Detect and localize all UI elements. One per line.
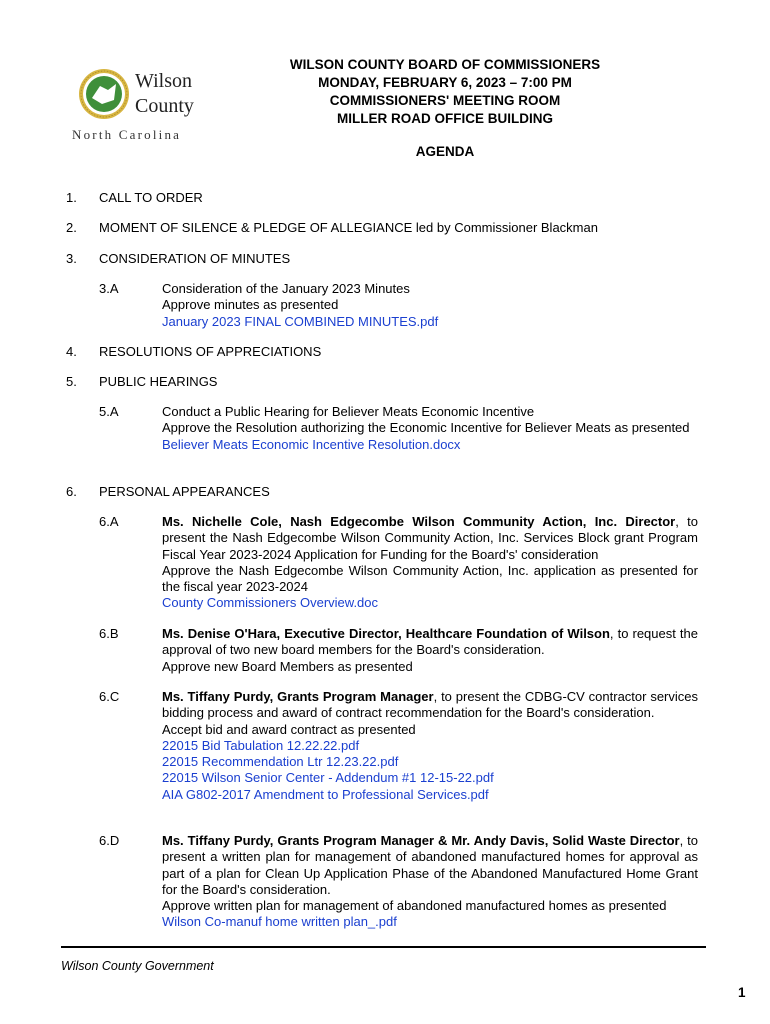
subitem-id: 3.A: [99, 281, 119, 296]
attachment-link[interactable]: Wilson Co-manuf home written plan_.pdf: [162, 914, 397, 930]
presenter-purpose: , to present a written plan for management of abandoned manufactured homes for approval as part of a plan for Clean Up Application Phase of the Abandoned Manufactured Home Grant for the Board's consideration.: [162, 833, 698, 897]
subitem-id: 5.A: [99, 404, 119, 419]
presenter-purpose: , to present the Nash Edgecombe Wilson Community Action, Inc. Services Block grant Program Fiscal Year 2023-2024 Application for Funding for the Board's' consideration: [162, 514, 698, 562]
subitem-5a: [162, 404, 698, 453]
subitem-action: Approve the Nash Edgecombe Wilson Community Action, Inc. application as presented for the fiscal year 2023-2024: [162, 562, 698, 595]
header-line-building: MILLER ROAD OFFICE BUILDING: [337, 111, 553, 126]
attachment-link-bid-tabulation[interactable]: 22015 Bid Tabulation 12.22.22.pdf: [162, 737, 360, 753]
subitem-action: Accept bid and award contract as presented: [162, 721, 416, 737]
presenter-name: Ms. Nichelle Cole, Nash Edgecombe Wilson Community Action, Inc. Director: [162, 514, 676, 529]
subitem-text: Conduct a Public Hearing for Believer Meats Economic Incentive: [162, 404, 535, 419]
item-title-resolutions: RESOLUTIONS OF APPRECIATIONS: [99, 344, 322, 359]
subitem-text: [162, 833, 698, 898]
document-header: [250, 56, 640, 128]
footer-text: Wilson County Government: [61, 959, 214, 973]
subitem-id: 6.D: [99, 833, 120, 848]
subitem-text: [162, 514, 698, 563]
presenter-name: Ms. Denise O'Hara, Executive Director, Healthcare Foundation of Wilson: [162, 626, 610, 641]
attachment-link-recommendation[interactable]: 22015 Recommendation Ltr 12.23.22.pdf: [162, 754, 399, 770]
page-number: 1: [738, 985, 746, 1000]
presenter-name: Ms. Tiffany Purdy, Grants Program Manager: [162, 689, 434, 704]
subitem-text: Consideration of the January 2023 Minutes: [162, 281, 410, 296]
item-number: 4.: [66, 344, 77, 359]
county-seal-icon: [78, 68, 130, 120]
item-number: 3.: [66, 251, 77, 266]
logo-word-wilson: Wilson: [135, 70, 192, 92]
subitem-action: Approve minutes as presented: [162, 297, 339, 313]
header-line-board: WILSON COUNTY BOARD OF COMMISSIONERS: [289, 57, 601, 72]
subitem-id: 6.A: [99, 514, 119, 529]
subitem-text: [162, 626, 698, 659]
subitem-6c: [162, 689, 698, 803]
county-logo: [70, 66, 215, 144]
subitem-id: 6.B: [99, 626, 119, 641]
attachment-link[interactable]: January 2023 FINAL COMBINED MINUTES.pdf: [162, 313, 439, 329]
presenter-name: Ms. Tiffany Purdy, Grants Program Manager & Mr. Andy Davis, Solid Waste Director: [162, 833, 680, 848]
attachment-link[interactable]: County Commissioners Overview.doc: [162, 595, 379, 611]
item-title-public-hearings: PUBLIC HEARINGS: [99, 374, 218, 389]
footer-divider: [61, 946, 706, 948]
presenter-purpose: , to request the approval of two new board members for the Board's consideration.: [162, 626, 698, 658]
subitem-3a: [162, 281, 698, 330]
item-title-pledge: MOMENT OF SILENCE & PLEDGE OF ALLEGIANCE led by Commissioner Blackman: [99, 220, 598, 235]
presenter-purpose: , to present the CDBG-CV contractor services bidding process and award of contract recommendation for the Board's consideration.: [162, 689, 699, 721]
item-number: 1.: [66, 190, 77, 205]
logo-word-county: County: [135, 95, 194, 117]
attachment-link-amendment[interactable]: AIA G802-2017 Amendment to Professional Services.pdf: [162, 786, 489, 802]
logo-subtitle: North Carolina: [72, 127, 182, 142]
agenda-title: AGENDA: [415, 144, 475, 159]
subitem-6d: [162, 833, 698, 931]
attachment-link[interactable]: Believer Meats Economic Incentive Resolution.docx: [162, 436, 461, 452]
subitem-action: Approve new Board Members as presented: [162, 658, 413, 674]
item-title-minutes: CONSIDERATION OF MINUTES: [99, 251, 291, 266]
subitem-6a: [162, 514, 698, 612]
item-title-call-to-order: CALL TO ORDER: [99, 190, 203, 205]
subitem-text: [162, 689, 698, 722]
item-number: 2.: [66, 220, 77, 235]
subitem-action: Approve written plan for management of abandoned manufactured homes as presented: [162, 898, 667, 914]
item-number: 5.: [66, 374, 77, 389]
subitem-6b: [162, 626, 698, 675]
subitem-id: 6.C: [99, 689, 120, 704]
item-number: 6.: [66, 484, 77, 499]
header-line-date: MONDAY, FEBRUARY 6, 2023 – 7:00 PM: [318, 75, 572, 90]
item-title-personal-appearances: PERSONAL APPEARANCES: [99, 484, 270, 499]
subitem-action: Approve the Resolution authorizing the Economic Incentive for Believer Meats as presented: [162, 420, 690, 436]
attachment-link-addendum[interactable]: 22015 Wilson Senior Center - Addendum #1 12-15-22.pdf: [162, 770, 494, 786]
header-line-room: COMMISSIONERS' MEETING ROOM: [329, 93, 561, 108]
